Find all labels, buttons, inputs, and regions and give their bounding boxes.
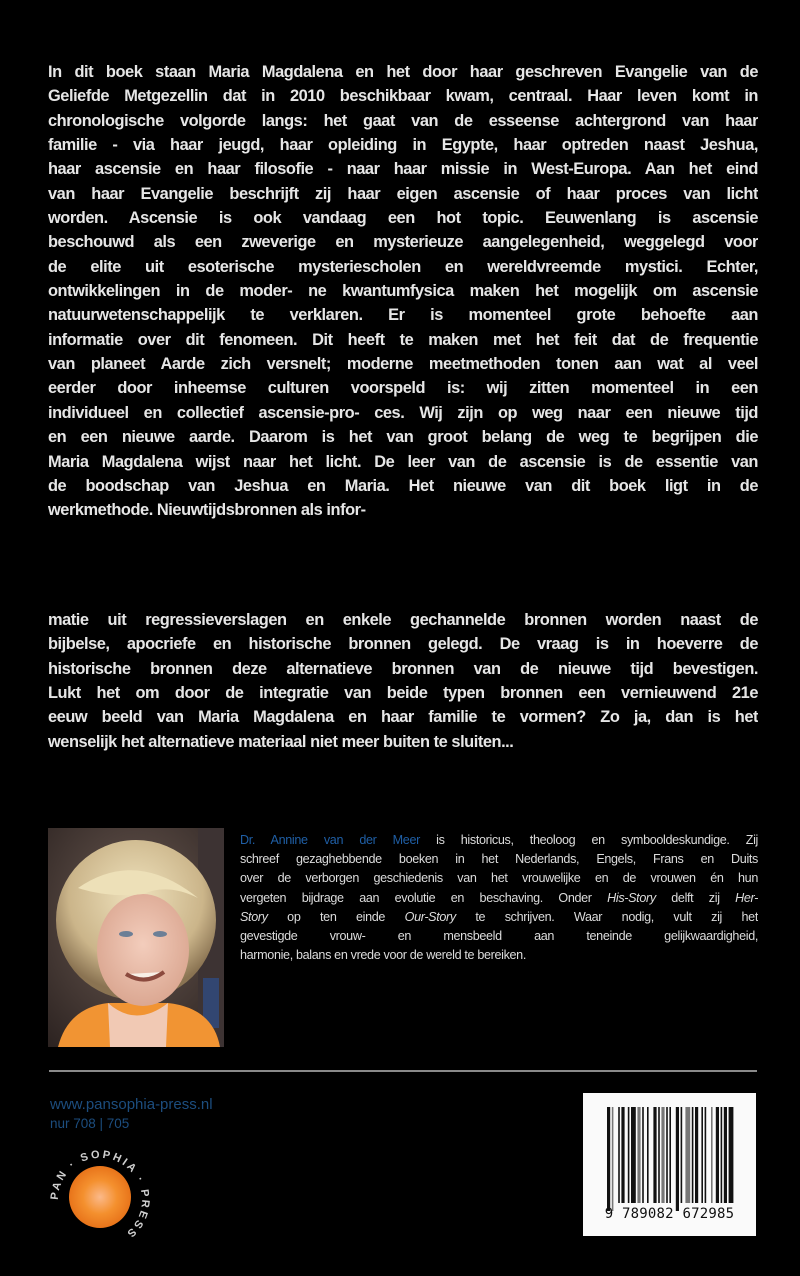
blurb-line: Maria Magdalena wijst naar het licht. De leer van de ascensie is de essentie van (48, 452, 758, 471)
logo-circular-text: PAN · SOPHIA · PRESS (48, 1148, 152, 1241)
blurb-line: In dit boek staan Maria Magdalena en het door haar geschreven Evangelie van de (48, 63, 758, 81)
bio-line (240, 869, 758, 888)
blurb-paragraph-1 (48, 60, 758, 523)
bio-text: op ten einde (267, 909, 405, 924)
blurb-line: worden. Ascensie is ook vandaag een hot topic. Eeuwenlang is ascensie (48, 209, 758, 228)
bio-text: delft zij (655, 890, 736, 905)
isbn-digits: 9 789082 672985 (604, 1206, 735, 1222)
bio-line (240, 850, 758, 869)
bio-text: Story (240, 909, 268, 924)
publisher-info (50, 1095, 213, 1133)
blurb-line: bijbelse, apocriefe en historische bronnen gelegd. De vraag is in hoeverre de (48, 635, 758, 654)
blurb-line: van haar Evangelie beschrijft zij haar eigen ascensie of haar proces van licht (48, 184, 758, 203)
blurb-line: eeuw beeld van Maria Magdalena en haar familie te vormen? Zo ja, dan is het (48, 708, 758, 727)
bio-text: Her- (735, 890, 758, 905)
blurb-line: informatie over dit fenomeen. Dit heeft te maken met het feit dat de frequentie (48, 330, 758, 349)
blurb-line: historische bronnen deze alternatieve bronnen van de nieuwe tijd bevestigen. (48, 659, 758, 678)
bio-text: is historicus, theoloog en symbooldeskundige. Zij (419, 833, 758, 847)
blurb-line: de elite uit esoterische mysteriescholen en wereldvreemde mystici. Echter, (48, 257, 758, 276)
blurb-line: Lukt het om door de integratie van beide typen bronnen een vernieuwend 21e (48, 684, 758, 703)
bio-text: over de verborgen geschiedenis van het vrouwelijke en de vrouwen én hun (240, 871, 758, 886)
blurb-line: individueel en collectief ascensie-pro- ces. Wij zijn op weg naar een nieuwe tijd (48, 403, 758, 422)
blurb-line: en een nieuwe aarde. Daarom is het van groot belang de weg te begrijpen die (48, 428, 758, 447)
blurb-line: chronologische volgorde langs: het gaat van de esseense achtergrond van haar (48, 111, 758, 130)
bio-text: te schrijven. Waar nodig, vult zij het (455, 909, 758, 924)
blurb-line: werkmethode. Nieuwtijdsbronnen als infor- (48, 501, 366, 520)
bio-text: harmonie, balans en vrede voor de wereld te bereiken. (240, 948, 526, 963)
pansophia-press-logo-icon (46, 1146, 154, 1254)
bio-text: Our-Story (404, 909, 456, 924)
author-bio (240, 831, 758, 965)
bio-line (240, 927, 758, 946)
isbn-barcode (583, 1093, 756, 1236)
blurb-line: familie - via haar jeugd, haar opleiding in Egypte, haar optreden naast Jeshua, (48, 136, 758, 155)
bio-line (240, 831, 758, 850)
blurb-line: beschouwd als een zweverige en mysterieuze aangelegenheid, weggelegd voor (48, 233, 758, 252)
blurb-line: van planeet Aarde zich versnelt; moderne meetmethoden tonen aan wat al veel (48, 355, 758, 374)
divider-line (49, 1070, 757, 1072)
author-name: Dr. Annine van der Meer (240, 833, 420, 847)
nur-code: nur 708 | 705 (50, 1116, 130, 1131)
blurb-line: ontwikkelingen in de moder- ne kwantumfysica maken het mogelijk om ascensie (48, 282, 758, 301)
bio-text: His-Story (607, 890, 656, 905)
blurb-line: matie uit regressieverslagen en enkele gechannelde bronnen worden naast de (48, 611, 758, 629)
blurb-paragraph-2 (48, 608, 758, 754)
bio-text: schreef gezaghebbende boeken in het Nederlands, Engels, Frans en Duits (240, 852, 758, 867)
bio-text: vergeten bijdrage aan evolutie en beschaving. Onder (240, 890, 608, 905)
author-photo (48, 828, 224, 1047)
blurb-line: haar ascensie en haar filosofie - naar haar missie in West-Europa. Aan het eind (48, 160, 758, 179)
bio-line (240, 889, 758, 908)
blurb-line: natuurwetenschappelijk te verklaren. Er is momenteel grote behoefte aan (48, 306, 758, 325)
blurb-line: Geliefde Metgezellin dat in 2010 beschikbaar kwam, centraal. Haar leven komt in (48, 87, 758, 106)
bio-text: gevestigde vrouw- en mensbeeld aan teneinde gelijkwaardigheid, (240, 928, 758, 943)
blurb-line: wenselijk het alternatieve materiaal niet meer buiten te sluiten... (48, 732, 514, 751)
publisher-website-link[interactable]: www.pansophia-press.nl (50, 1096, 213, 1113)
bio-line (240, 908, 758, 927)
blurb-line: de boodschap van Jeshua en Maria. Het nieuwe van dit boek ligt in de (48, 476, 758, 495)
blurb-line: eerder door inheemse culturen voorspeld is: wij zitten momenteel in een (48, 379, 758, 398)
bio-line (240, 946, 758, 965)
author-portrait-image (48, 828, 224, 1047)
